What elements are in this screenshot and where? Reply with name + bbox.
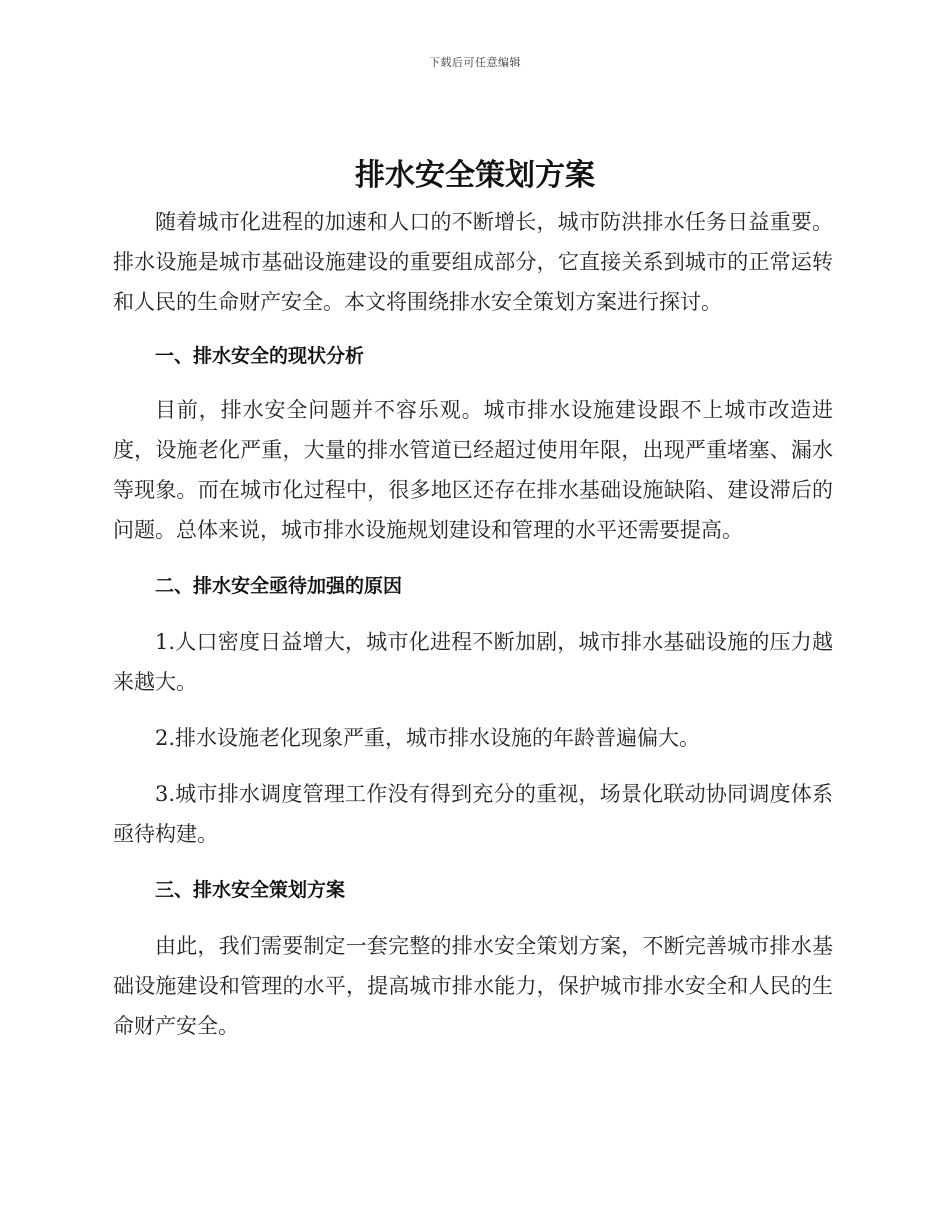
- section-1-paragraph: 目前，排水安全问题并不容乐观。城市排水设施建设跟不上城市改造进度，设施老化严重，大量的排水管道已经超过使用年限，出现严重堵塞、漏水等现象。而在城市化过程中，很多地区还存在排水基础设施缺陷、建设滞后的问题。总体来说，城市排水设施规划建设和管理的水平还需要提高。: [113, 398, 833, 542]
- section-heading-1: 一、排水安全的现状分析: [155, 345, 365, 367]
- section-heading-2: 二、排水安全亟待加强的原因: [155, 575, 403, 597]
- section-3-paragraph: 由此，我们需要制定一套完整的排水安全策划方案，不断完善城市排水基础设施建设和管理的水平，提高城市排水能力，保护城市排水安全和人民的生命财产安全。: [113, 934, 833, 1038]
- list-item: 1.人口密度日益增大，城市化进程不断加剧，城市排水基础设施的压力越来越大。: [113, 630, 833, 694]
- list-item: 3.城市排水调度管理工作没有得到充分的重视，场景化联动协同调度体系亟待构建。: [113, 782, 833, 846]
- intro-paragraph: 随着城市化进程的加速和人口的不断增长，城市防洪排水任务日益重要。排水设施是城市基础设施建设的重要组成部分，它直接关系到城市的正常运转和人民的生命财产安全。本文将围绕排水安全策划方案进行探讨。: [113, 210, 833, 314]
- list-item: 2.排水设施老化现象严重，城市排水设施的年龄普遍偏大。: [155, 726, 701, 750]
- document-body: [113, 202, 833, 1046]
- header-note: 下载后可任意编辑: [429, 56, 521, 69]
- section-heading-3: 三、排水安全策划方案: [155, 879, 346, 901]
- document-title: 排水安全策划方案: [355, 158, 595, 193]
